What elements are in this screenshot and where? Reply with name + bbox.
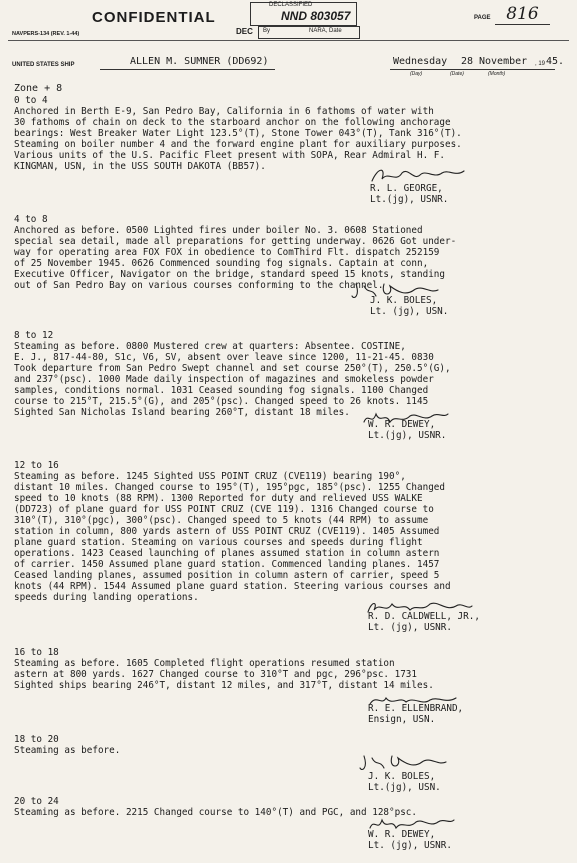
ship-underline: [100, 69, 275, 70]
watch-period: 0 to 4: [14, 95, 48, 106]
watch-period: 12 to 16: [14, 460, 59, 471]
form-number: NAVPERS-134 (REV. 1-44): [12, 31, 80, 37]
stamp-heading: DECLASSIFIED: [269, 2, 313, 8]
stamp-number: NND 803057: [281, 9, 351, 23]
watch-remarks: Steaming as before.: [14, 745, 121, 756]
month-caption: (Month): [488, 71, 506, 77]
signer-block: J. K. BOLES, Lt. (jg), USN.: [370, 295, 449, 317]
watch-entry: [14, 796, 562, 818]
log-year: 45.: [546, 56, 565, 67]
watch-remarks: Steaming as before. 1605 Completed flight operations resumed station astern at 800 yards. 1627 Changed course to 310°T and pgc, 296°psc. 1731 Sighted ships bearing 246°T, distant 12 miles, and 317°T, distant 14 miles.: [14, 658, 434, 691]
page-label: PAGE: [474, 15, 491, 21]
watch-remarks: Anchored as before. 0500 Lighted fires under boiler No. 3. 0608 Stationed special sea detail, made all preparations for getting underway. 0626 Got under- way for operating area FOX FOX in obedience to ComThird Flt. dispatch 252159 of 25 November 1945. 0626 Commenced sounding fog signals. Captain at conn, Executive Officer, Navigator on the bridge, standard speed 15 knots, standing out of San Pedro Bay on various courses conforming to the channel.: [14, 225, 457, 291]
watch-remarks: Steaming as before. 1245 Sighted USS POINT CRUZ (CVE119) bearing 190°, distant 10 miles. Changed course to 195°(T), 195°pgc, 185°(psc). 1255 Changed speed to 10 knots (88 RPM). 1300 Reported for duty and relieved USS WALKE (DD723) of plane guard for USS POINT CRUZ (CVE 119). 1316 Changed course to 310°(T), 310°(pgc), 300°(psc). Changed speed to 5 knots (44 RPM) to assume station in column, 800 yards astern of USS POINT CRUZ (CVE119). 1405 Assumed plane guard station. Steaming on various courses and speeds during flight operations. 1423 Ceased launching of planes assumed station in column astern of carrier. 1450 Assumed plane guard station. Commenced landing planes. 1457 Ceased landing planes, assumed position in column astern of carrier, speed 5 knots (44 RPM). 1544 Assumed plane guard station. Steering various courses and speeds during landing operations.: [14, 471, 451, 603]
watch-period: 4 to 8: [14, 214, 48, 225]
decl-nara: NARA, Date: [309, 28, 342, 34]
log-day: Wednesday: [393, 56, 448, 67]
header-divider: [8, 40, 569, 41]
decl-by: By: [263, 28, 271, 34]
decl-prefix: DEC: [236, 27, 253, 36]
date-underline: [390, 69, 555, 70]
watch-period: 8 to 12: [14, 330, 54, 341]
watch-entry: [14, 647, 562, 691]
decl-authority-box: [258, 26, 360, 39]
page-number: 816: [495, 4, 550, 25]
declassification-stamp: [250, 2, 357, 26]
watch-entry: [14, 460, 562, 603]
watch-remarks: Steaming as before. 2215 Changed course to 140°(T) and PGC, and 128°psc.: [14, 807, 417, 818]
signer-block: J. K. BOLES, Lt.(jg), USN.: [368, 771, 441, 793]
year-prefix: , 19: [535, 61, 546, 67]
signer-block: W. R. DEWEY, Lt.(jg), USNR.: [368, 419, 447, 441]
ship-name: ALLEN M. SUMNER (DD692): [130, 56, 269, 67]
day-caption: (Day): [410, 71, 423, 77]
signer-block: W. R. DEWEY, Lt. (jg), USNR.: [368, 829, 452, 851]
watch-period: 18 to 20: [14, 734, 59, 745]
watch-entry: [14, 95, 562, 172]
date-caption: (Date): [450, 71, 464, 77]
signer-block: R. E. ELLENBRAND, Ensign, USN.: [368, 703, 464, 725]
classification-label: CONFIDENTIAL: [92, 9, 216, 26]
watch-remarks: Anchored in Berth E-9, San Pedro Bay, California in 6 fathoms of water with 30 fathoms of chain on deck to the starboard anchor on the following anchorage bearings: West Breaker Water Light 123.5°(T), Stone Tower 043°(T), Tank 316°(T). Steaming on boiler number 4 and the forward engine plant for auxiliary purposes. Various units of the U.S. Pacific Fleet present with SOPA, Rear Admiral H. F. KINGMAN, USN, in the USS SOUTH DAKOTA (BB57).: [14, 106, 462, 172]
watch-remarks: Steaming as before. 0800 Mustered crew at quarters: Absentee. COSTINE, E. J., 817-44-80, S1c, V6, SV, absent over leave since 1200, 11-21-45. 0830 Took departure from San Pedro Swept channel and set course 250°(T), 250.5°(G), and 237°(psc). 1000 Made daily inspection of magazines and smokeless powder samples, conditions normal. 1031 Ceased sounding fog signals. 1100 Changed course to 215°T, 215.5°(G), and 205°(psc). Changed speed to 26 knots. 1145 Sighted San Nicholas Island bearing 260°T, distant 18 miles.: [14, 341, 451, 418]
signer-block: R. L. GEORGE, Lt.(jg), USNR.: [370, 183, 449, 205]
time-zone: Zone + 8: [14, 83, 63, 94]
watch-entry: [14, 734, 562, 756]
watch-period: 20 to 24: [14, 796, 59, 807]
signer-block: R. D. CALDWELL, JR., Lt. (jg), USNR.: [368, 611, 480, 633]
watch-entry: [14, 214, 562, 291]
watch-entry: [14, 330, 562, 418]
watch-period: 16 to 18: [14, 647, 59, 658]
log-month: November: [479, 56, 528, 67]
log-date: 28: [461, 56, 474, 67]
ship-label: UNITED STATES SHIP: [12, 62, 75, 68]
